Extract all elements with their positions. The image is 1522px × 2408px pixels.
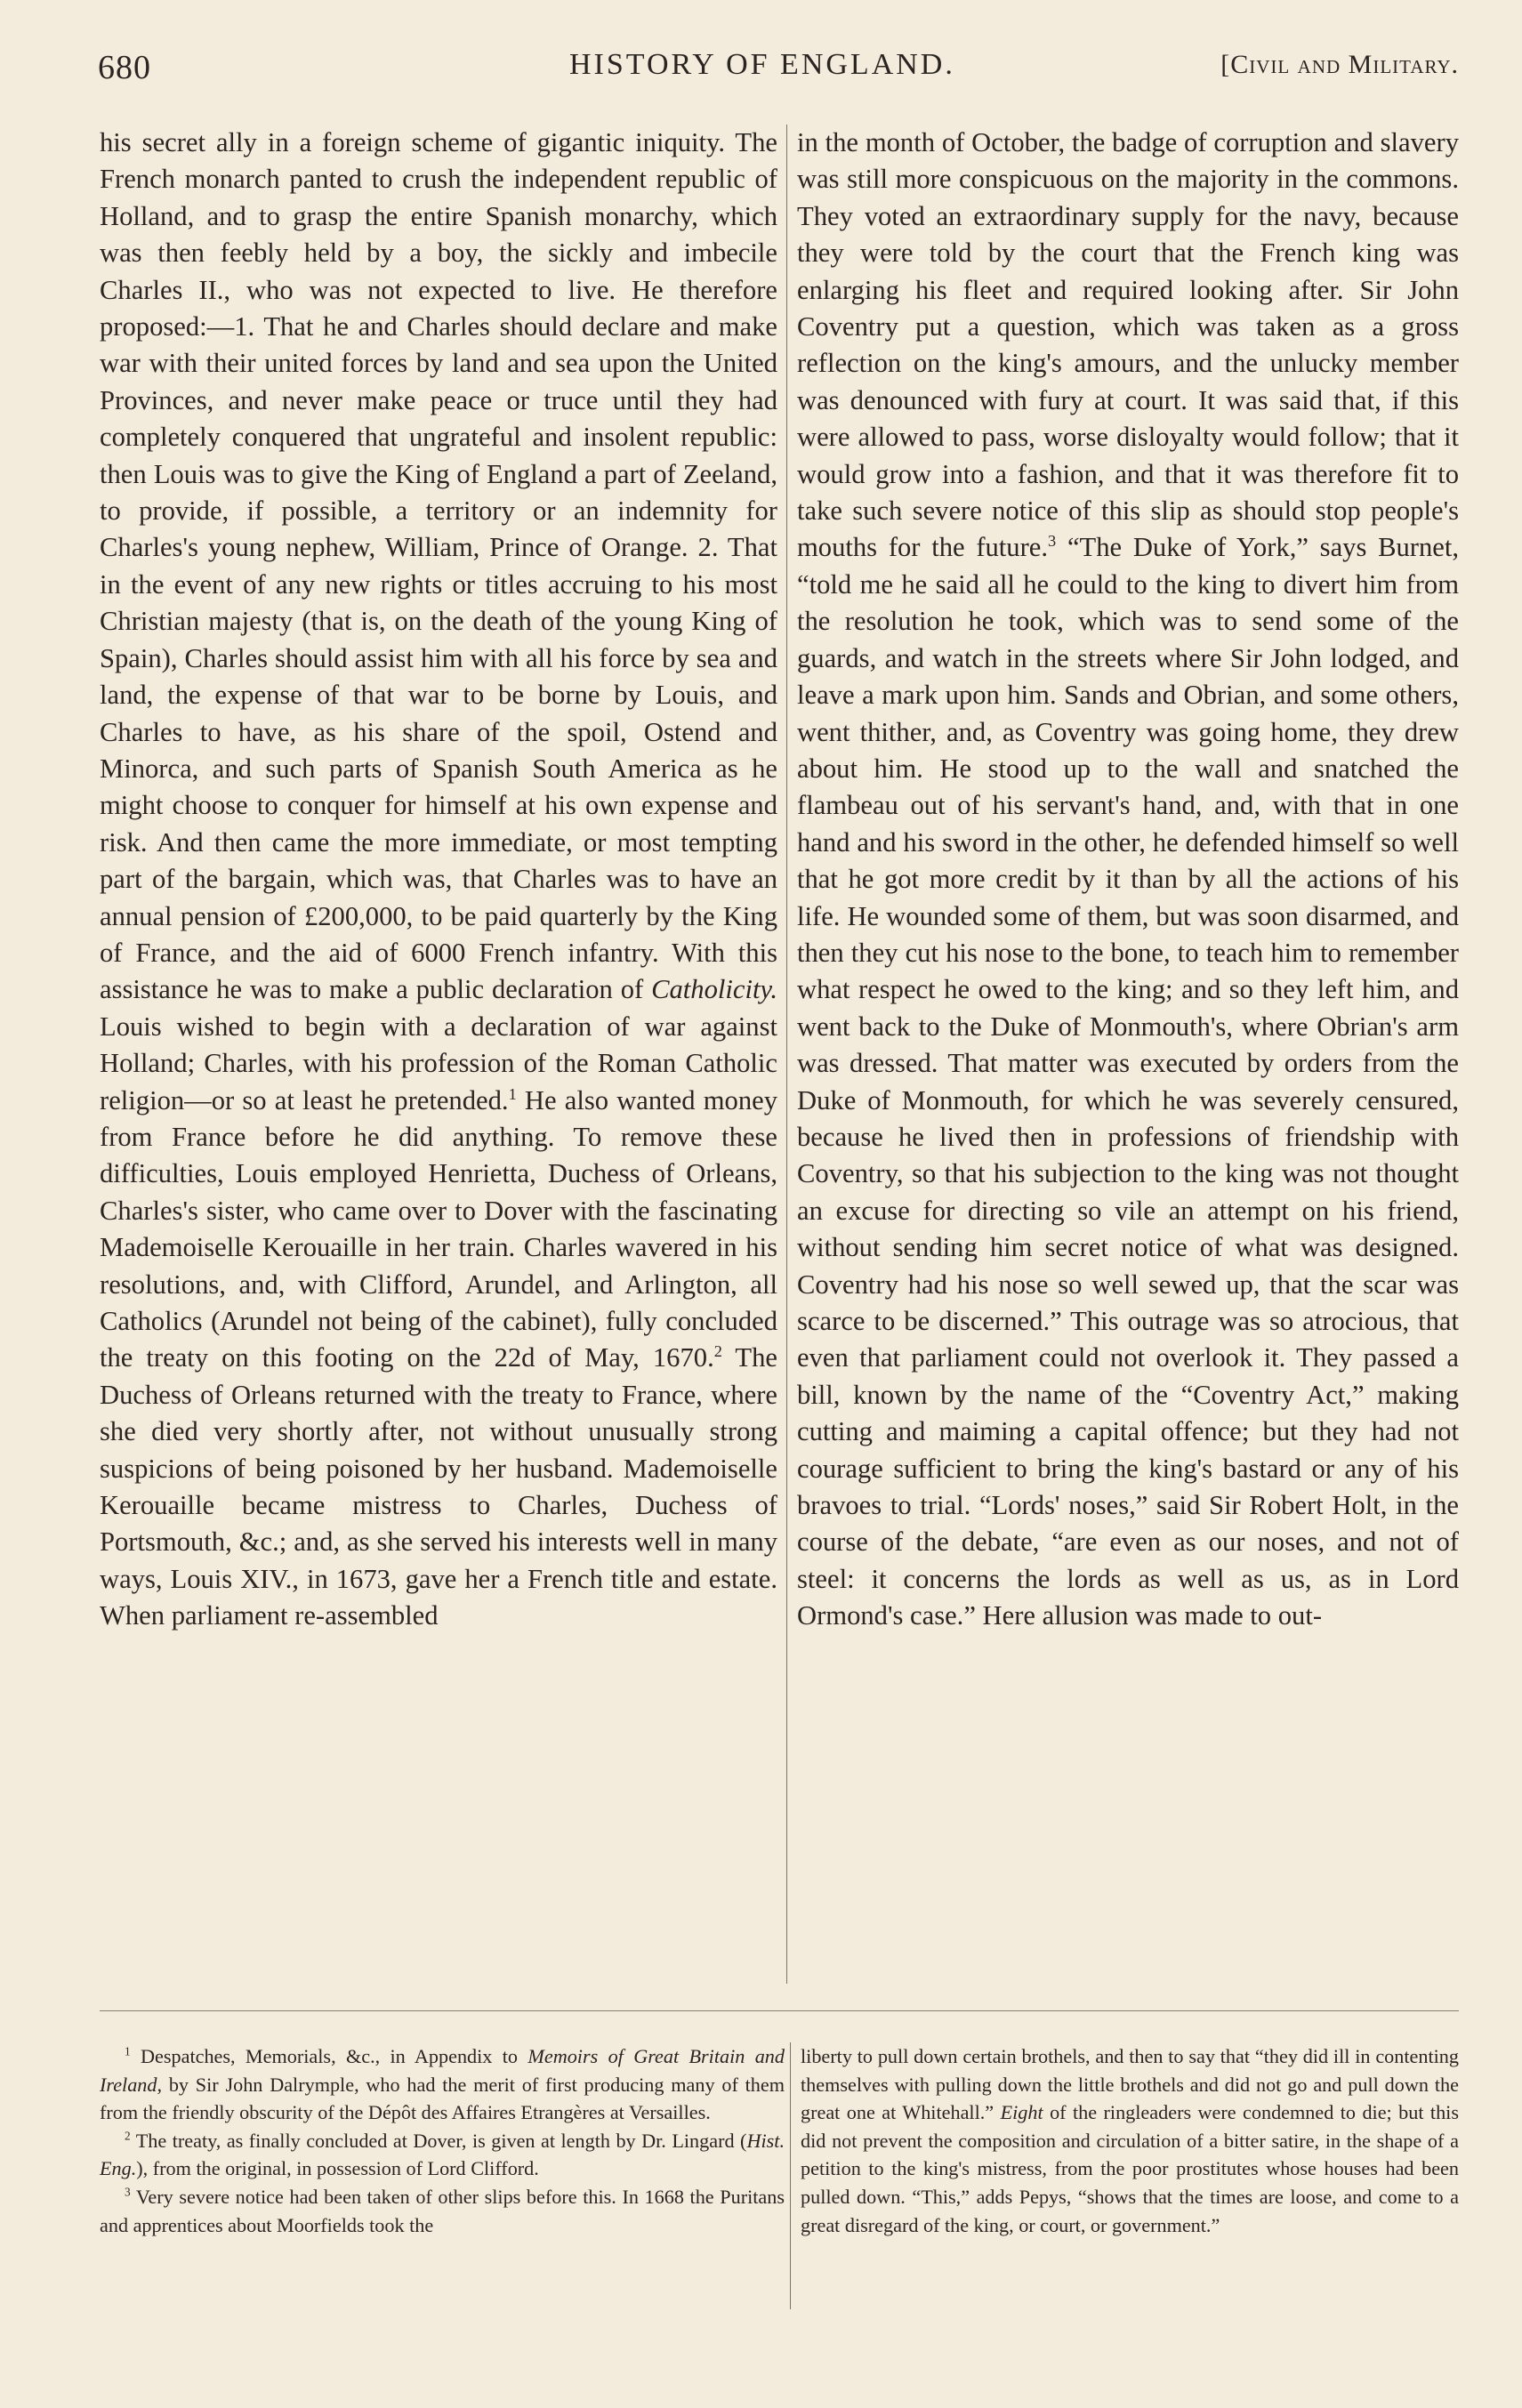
footnote-ref: 2 [125,2129,131,2143]
footnote-ref: 1 [508,1084,517,1103]
left-column [100,125,777,1635]
italic-text: Catholicity. [651,974,777,1005]
text-run: The Duchess of Orleans returned with the treaty to France, where she died very shortly after, not without unusually strong suspicions of being poisoned by her husband. Mademoiselle Kerouaille became mistress to Charles, Duchess of Portsmouth, &c.; and, as she served his interests well in many ways, Louis XIV., in 1673, gave her a French title and estate. When parliament re-assembled [100,1342,777,1631]
footnotes-left [100,2042,785,2239]
paragraph [100,2127,785,2183]
footnote-ref: 3 [1048,532,1057,551]
text-run: The treaty, as finally concluded at Dover, is given at length by Dr. Lingard ( [130,2129,747,2152]
text-run: liberty to pull down certain brothels, and then to say that “they did ill in contenting themselves with pulling down the little brothels and did not go and pull down the great one at Whitehall.” [801,2045,1459,2124]
text-run: ), from the original, in possession of Lord Clifford. [136,2157,539,2180]
text-run: in the month of October, the badge of corruption and slavery was still more conspicuous on the majority in the commons. They voted an extraordinary supply for the navy, because they were told by the court that the French king was enlarging his fleet and required looking after. Sir John Coventry put a question, which was taken as a gross reflection on the king's amours, and the unlucky member was denounced with fury at court. It was said that, if this were allowed to pass, worse disloyalty would follow; that it would grow into a fashion, and that it was therefore fit to take such severe notice of this slip as should stop people's mouths for the future. [797,127,1459,563]
text-run: of the ringleaders were condemned to die; but this did not prevent the composition and circulation of a bitter satire, in the shape of a petition to the king's mistress, from the poor prostitutes whose houses had been pulled down. “This,” adds Pepys, “shows that the times are loose, and come to a great disregard of the king, or court, or government.” [801,2101,1459,2236]
text-run: Despatches, Memorials, &c., in Appendix to [130,2045,528,2067]
text-run: He also wanted money from France before he did anything. To remove these difficulties, Louis employed Henrietta, Duchess of Orleans, Charles's sister, who came over to Dover with the fascinating Mademoiselle Kerouaille in her train. Charles wavered in his resolutions, and, with Clifford, Arundel, and Arlington, all Catholics (Arundel not being of the cabinet), fully concluded the treaty on this footing on the 22d of May, 1670. [100,1084,777,1373]
column-divider [786,125,787,1984]
italic-text: Hist. Eng. [100,2129,785,2180]
text-run: his secret ally in a foreign scheme of gigantic iniquity. The French monarch panted to crush the independent republic of Holland, and to grasp the entire Spanish monarchy, which was then feebly held by a boy, the sickly and imbecile Charles II., who was not expected to live. He therefore proposed:—1. That he and Charles should declare and make war with their united forces by land and sea upon the United Provinces, and never make peace or truce until they had completely conquered that ungrateful and insolent republic: then Louis was to give the King of England a part of Zeeland, to provide, if possible, a territory or an indemnity for Charles's young nephew, William, Prince of Orange. 2. That in the event of any new rights or titles accruing to his most Christian majesty (that is, on the death of the young King of Spain), Charles should assist him with all his force by sea and land, the expense of that war to be borne by Louis, and Charles to have, as his share of the spoil, Ostend and Minorca, and such parts of Spanish South America as he might choose to conquer for himself at his own expense and risk. And then came the more immediate, or most tempting part of the bargain, which was, that Charles was to have an annual pension of £200,000, to be paid quarterly by the King of France, and the aid of 6000 French infantry. With this assistance he was to make a public declaration of [100,127,777,1005]
footnote-ref: 3 [125,2185,131,2199]
paragraph [100,2183,785,2239]
paragraph [801,2042,1459,2239]
footnote-column-divider [790,2042,791,2309]
footnote-ref: 1 [125,2044,131,2058]
paragraph [797,125,1459,1635]
footnote-ref: 2 [713,1342,722,1361]
page-number: 680 [98,49,151,86]
italic-text: Eight [1000,2101,1043,2124]
running-title: HISTORY OF ENGLAND. [569,48,955,81]
footnotes-right [801,2042,1459,2239]
right-column [797,125,1459,1635]
italic-text: Memoirs of Great Britain and Ireland, [100,2045,785,2096]
text-run: “The Duke of York,” says Burnet, “told me he said all he could to the king to divert him from the resolution he took, which was to send some of the guards, and watch in the streets where Sir John lodged, and leave a mark upon him. Sands and Obrian, and some others, went thither, and, as Coventry was going home, they drew about him. He stood up to the wall and snatched the flambeau out of his servant's hand, and, with that in one hand and his sword in the other, he defended himself so well that he got more credit by it than by all the actions of his life. He wounded some of them, but was soon disarmed, and then they cut his nose to the bone, to teach him to remember what respect he owed to the king; and so they left him, and went back to the Duke of Monmouth's, where Obrian's arm was dressed. That matter was executed by orders from the Duke of Monmouth, for which he was severely censured, because he lived then in professions of friendship with Coventry, so that his subjection to the king was not thought an excuse for directing so vile an attempt on his friend, without sending him secret notice of what was designed. Coventry had his nose so well sewed up, that the scar was scarce to be discerned.” This outrage was so atrocious, that even that parliament could not overlook it. They passed a bill, known by the name of the “Coventry Act,” making cutting and maiming a capital offence; but they had not courage sufficient to bring the king's bastard or any of his bravoes to trial. “Lords' noses,” said Sir Robert Holt, in the course of the debate, “are even as our noses, and not of steel: it concerns the lords as well as us, as in Lord Ormond's case.” Here allusion was made to out- [797,532,1459,1631]
text-run: Very severe notice had been taken of other slips before this. In 1668 the Puritans and apprentices about Moorfields took the [100,2185,785,2236]
paragraph [100,2042,785,2127]
paragraph [100,125,777,1635]
footnote-divider [100,2010,1459,2011]
section-title: [Civil and Military. [1220,50,1459,79]
page-header [98,43,1459,96]
text-run: by Sir John Dalrymple, who had the merit of first producing many of them from the friendly obscurity of the Dépôt des Affaires Etrangères at Versailles. [100,2073,785,2124]
text-run: Louis wished to begin with a declaration of war against Holland; Charles, with his profession of the Roman Catholic religion—or so at least he pretended. [100,1011,777,1115]
